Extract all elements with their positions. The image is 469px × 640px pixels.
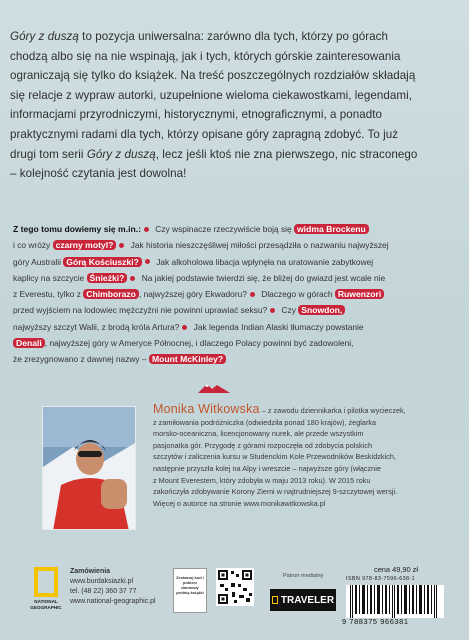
highlight-tag: Snowdon,: [298, 305, 345, 315]
author-bio-line: szczytów i zaliczenia kursu w Studenckim Kole Przewodników Beskidzkich,: [153, 452, 396, 462]
facts-row: kaplicy na szczycie Śnieżki? Na jakiej podstawie twierdzi się, że bliżej do gwiazd jest wcale nie: [13, 272, 386, 283]
intro-line: chodzą albo się na nie wspinają, jak i tych, których górskie zainteresowania: [10, 49, 401, 63]
bullet-dot: [270, 308, 275, 313]
intro-line: Góry z duszą to pozycja uniwersalna: zarówno dla tych, którzy po górach: [10, 30, 388, 43]
facts-row: najwyższy szczyt Walii, z brodą króla Artura? Jak legenda Indian Alaski tłumaczy powstanie: [13, 321, 364, 332]
national-geographic-logo: [34, 567, 58, 597]
traveler-logo: TRAVELER: [270, 589, 336, 611]
author-bio-line: Monika Witkowska – z zawodu dziennikarka i pilotka wycieczek,: [153, 402, 406, 416]
bullet-dot: [119, 243, 124, 248]
highlight-tag: Śnieżki?: [87, 273, 128, 283]
author-portrait-image: [43, 407, 136, 530]
author-website-line: Więcej o autorce na stronie www.monikawitkowska.pl: [153, 498, 326, 508]
facts-row: Z tego tomu dowiemy się m.in.: Czy wspinacze rzeczywiście boją się widma Brockenu: [13, 221, 461, 237]
intro-paragraph: [10, 27, 455, 184]
isbn-label: ISBN 978-83-7596-638-1: [346, 576, 416, 582]
series-title: Góry z duszą: [86, 147, 156, 161]
highlight-tag: Mount McKinley?: [149, 354, 226, 364]
qr-code-icon[interactable]: [216, 568, 254, 606]
facts-row: z Everestu, tylko z Chimborazo , najwyższej góry Ekwadoru? Dlaczego w górach Ruwenzori: [13, 286, 461, 302]
intro-line: – kolejność czytania jest dowolna!: [10, 167, 187, 181]
price-label: cena 49,90 zł: [374, 565, 418, 574]
facts-section: [13, 221, 461, 368]
intro-line: informacjami przyrodniczymi, historycznymi, etnograficznymi, a ponadto: [10, 108, 383, 122]
author-bio-line: morsko-oceaniczna, licencjonowany nurek, ale przede wszystkim: [153, 429, 364, 439]
author-bio-line: z zamiłowania podróżniczka (odwiedziła ponad 180 krajów), żeglarka: [153, 417, 377, 427]
mountain-icon: [198, 383, 230, 393]
facts-row: że zrezygnowano z dawnej nazwy – Mount McKinley?: [13, 351, 461, 367]
bullet-dot: [145, 259, 150, 264]
series-title: Góry z duszą: [10, 30, 79, 43]
bullet-dot: [182, 325, 187, 330]
media-patron-label: Patron medialny: [283, 573, 324, 579]
barcode-icon: [346, 585, 444, 618]
author-bio-line: zakończyła zdobywanie Korony Ziemi w najtrudniejszej 9-szczytowej wersji.: [153, 487, 398, 497]
intro-line: drugi tom serii Góry z duszą, lecz jeśli ktoś nie zna pierwszego, nic straconego: [10, 147, 418, 161]
highlight-tag: Górą Kościuszki?: [63, 257, 142, 267]
highlight-tag: widma Brockenu: [294, 224, 369, 234]
highlight-tag: czarny motyl?: [53, 240, 117, 250]
bullet-dot: [130, 276, 135, 281]
orders-phone: tel. (48 22) 360 37 77: [70, 588, 137, 595]
national-geographic-label: NATIONAL GEOGRAPHIC: [30, 599, 62, 610]
orders-info: [70, 567, 156, 607]
bullet-dot: [144, 227, 149, 232]
facts-lead: Z tego tomu dowiemy się m.in.:: [13, 224, 141, 234]
intro-line: praktycznymi radami dla tych, którzy opisane góry zapragną zdobyć. To już: [10, 127, 399, 141]
orders-website[interactable]: www.burdaksiazki.pl: [70, 578, 134, 585]
intro-line: się relacje z wypraw autorki, uzupełnione wieloma ciekawostkami, legendami,: [10, 88, 412, 102]
orders-label: Zamówienia: [70, 568, 111, 575]
qr-instruction: Zeskanuj kod i pobierz darmowy próbkę książki: [173, 568, 207, 613]
author-bio-line: pasjonatka gór. Przygodę z górami rozpoczęła od zdobycia polskich: [153, 440, 373, 450]
author-photo: [42, 406, 136, 530]
highlight-tag: Denali: [13, 338, 45, 348]
intro-line: ograniczają się tylko do książek. Na treść poszczególnych rozdziałów składają: [10, 69, 416, 83]
author-name: Monika Witkowska: [153, 402, 260, 416]
facts-row: Denali , najwyższej góry w Ameryce Północnej, i dlaczego Polacy powinni być zadowoleni,: [13, 335, 461, 351]
highlight-tag: Chimborazo: [83, 289, 139, 299]
facts-row: i co wróży czarny motyl? Jak historia nieszczęśliwej miłości przesądziła o nazwaniu najwyższej: [13, 240, 389, 251]
bullet-dot: [250, 292, 255, 297]
author-bio: [153, 404, 451, 509]
facts-row: góry Australii Górą Kościuszki? Jak alkoholowa libacja wpłynęła na uratowanie zabytkowej: [13, 256, 374, 267]
barcode-number: 9 788375 966381: [342, 617, 409, 626]
author-bio-line: następnie przyszła kolej na Alpy i wreszcie – najwyższe góry (włącznie: [153, 463, 381, 473]
facts-row: przed wyjściem na lodowiec mężczyźni nie powinni uprawiać seksu? Czy Snowdon,: [13, 302, 461, 318]
ng-mini-logo-icon: [272, 596, 278, 604]
highlight-tag: Ruwenzori: [335, 289, 384, 299]
author-bio-line: z Mount Everestem, który zdobyła w maju 2013 roku). W 2015 roku: [153, 475, 371, 485]
orders-website-ng[interactable]: www.national-geographic.pl: [70, 598, 156, 605]
